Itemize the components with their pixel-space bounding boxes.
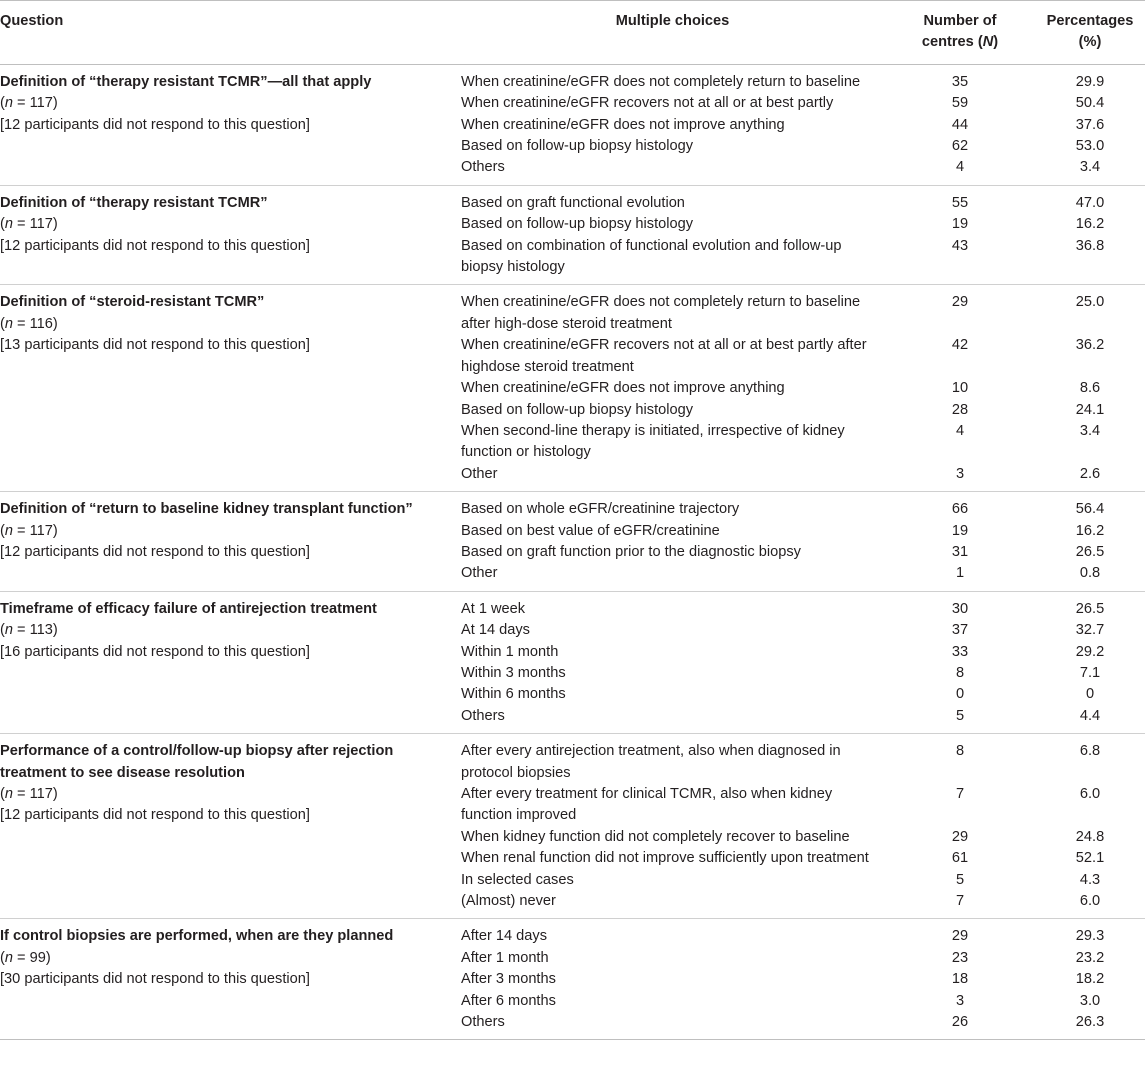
- percent-cell: [1035, 492, 1145, 592]
- sample-size-value: = 99): [13, 949, 51, 966]
- choice-percentage: 32.7: [1075, 622, 1105, 639]
- choice-count: 33: [951, 643, 969, 660]
- sample-size-symbol: n: [4, 315, 13, 332]
- choice-percentage: 16.2: [1075, 522, 1105, 539]
- choice-count: 4: [955, 159, 965, 176]
- choice-percentage: 37.6: [1075, 116, 1105, 133]
- question-sample-size: (n = 117): [0, 522, 58, 539]
- choice-text: Based on whole eGFR/creatinine trajectory: [461, 501, 740, 518]
- choice-count: 28: [951, 401, 969, 418]
- choice-count: 29: [951, 294, 969, 311]
- choice-count: 42: [951, 337, 969, 354]
- question-title: Definition of “therapy resistant TCMR”: [0, 194, 268, 211]
- choice-count: 5: [955, 871, 965, 888]
- choice-percentage: 7.1: [1079, 664, 1101, 681]
- choice-percentage: 24.1: [1075, 401, 1105, 418]
- number-cell: [885, 919, 1035, 1040]
- header-number-line2-post: ): [993, 34, 999, 51]
- choice-count: 7: [955, 893, 965, 910]
- choice-text: In selected cases: [461, 871, 574, 888]
- question-nonresponse-note: [12 participants did not respond to this question]: [0, 807, 310, 824]
- number-cell: [885, 64, 1035, 185]
- choice-count: 26: [951, 1014, 969, 1031]
- choice-text: (Almost) never: [461, 893, 556, 910]
- percent-cell: [1035, 591, 1145, 733]
- choice-percentage: 29.9: [1075, 73, 1105, 90]
- choice-text: After every antirejection treatment, also when diagnosed in protocol biopsies: [461, 743, 841, 781]
- choice-text: At 14 days: [461, 622, 530, 639]
- question-group: [0, 492, 1145, 592]
- choice-count: 29: [951, 828, 969, 845]
- choice-percentage: 47.0: [1075, 194, 1105, 211]
- choice-percentage: 3.4: [1079, 422, 1101, 439]
- choice-percentage: 8.6: [1079, 380, 1101, 397]
- choices-cell: [460, 185, 885, 285]
- question-title: Definition of “return to baseline kidney transplant function”: [0, 501, 413, 518]
- sample-size-value: = 117): [13, 522, 58, 539]
- choice-count: 8: [955, 664, 965, 681]
- sample-size-symbol: n: [4, 786, 13, 802]
- sample-size-symbol: n: [4, 522, 13, 539]
- choice-percentage: 25.0: [1075, 294, 1105, 311]
- question-sample-size: (n = 117): [0, 786, 58, 802]
- choice-text: When creatinine/eGFR does not completely return to baseline after high-dose steroid treatment: [461, 294, 861, 332]
- choice-text: After 6 months: [461, 992, 556, 1009]
- choice-percentage: 6.0: [1079, 893, 1101, 910]
- sample-size-value: = 113): [13, 622, 58, 639]
- question-title: Performance of a control/follow-up biopsy after rejection treatment to see disease resolution: [0, 743, 394, 781]
- question-nonresponse-note: [12 participants did not respond to this question]: [0, 116, 310, 133]
- question-group: [0, 64, 1145, 185]
- choice-text: Other: [461, 465, 498, 482]
- percent-cell: [1035, 734, 1145, 919]
- question-sample-size: (n = 117): [0, 95, 58, 112]
- choice-text: When creatinine/eGFR does not completely return to baseline: [461, 73, 861, 90]
- choice-count: 3: [955, 465, 965, 482]
- header-choices: Multiple choices: [460, 1, 885, 65]
- choice-percentage: 3.0: [1079, 992, 1101, 1009]
- choice-text: When renal function did not improve sufficiently upon treatment: [461, 850, 869, 867]
- choice-percentage: 29.2: [1075, 643, 1105, 660]
- choice-text: After 14 days: [461, 928, 547, 945]
- choice-count: 44: [951, 116, 969, 133]
- choice-text: Based on graft functional evolution: [461, 194, 685, 211]
- question-cell: [0, 919, 460, 1040]
- choice-count: 59: [951, 95, 969, 112]
- choice-text: Within 3 months: [461, 664, 566, 681]
- choice-text: After 1 month: [461, 949, 549, 966]
- choice-percentage: 23.2: [1075, 949, 1105, 966]
- question-cell: [0, 285, 460, 492]
- question-nonresponse-note: [13 participants did not respond to this question]: [0, 337, 310, 354]
- question-cell: [0, 734, 460, 919]
- choice-text: Based on best value of eGFR/creatinine: [461, 522, 720, 539]
- choice-text: After 3 months: [461, 971, 556, 988]
- choice-percentage: 29.3: [1075, 928, 1105, 945]
- header-number-line2-n: N: [982, 34, 994, 51]
- question-group: [0, 591, 1145, 733]
- question-sample-size: (n = 113): [0, 622, 58, 639]
- choice-text: When creatinine/eGFR recovers not at all or at best partly after highdose steroid treatment: [461, 337, 867, 375]
- choice-percentage: 52.1: [1075, 850, 1105, 867]
- sample-size-symbol: n: [4, 95, 13, 112]
- choices-cell: [460, 64, 885, 185]
- question-title: Timeframe of efficacy failure of antirejection treatment: [0, 600, 377, 617]
- question-title: If control biopsies are performed, when are they planned: [0, 928, 394, 945]
- choice-count: 18: [951, 971, 969, 988]
- choice-count: 62: [951, 138, 969, 155]
- choice-percentage: 6.0: [1079, 786, 1101, 802]
- choice-text: At 1 week: [461, 600, 526, 617]
- choice-text: When creatinine/eGFR does not improve anything: [461, 380, 785, 397]
- header-percent-line2: (%): [1078, 34, 1102, 51]
- question-nonresponse-note: [16 participants did not respond to this question]: [0, 643, 310, 660]
- number-cell: [885, 185, 1035, 285]
- choice-text: After every treatment for clinical TCMR, also when kidney function improved: [461, 786, 833, 824]
- table-body: [0, 64, 1145, 1040]
- number-cell: [885, 492, 1035, 592]
- question-nonresponse-note: [12 participants did not respond to this question]: [0, 543, 310, 560]
- choice-count: 29: [951, 928, 969, 945]
- choice-percentage: 2.6: [1079, 465, 1101, 482]
- header-number-line2-pre: centres (: [921, 34, 983, 51]
- choice-percentage: 36.8: [1075, 237, 1105, 254]
- choice-count: 31: [951, 543, 969, 560]
- choice-text: Others: [461, 159, 505, 176]
- choice-count: 5: [955, 707, 965, 724]
- sample-size-value: = 117): [13, 786, 58, 802]
- choice-count: 7: [955, 786, 965, 802]
- choice-count: 37: [951, 622, 969, 639]
- choice-text: Based on follow-up biopsy histology: [461, 216, 694, 233]
- header-percent-line1: Percentages: [1046, 13, 1134, 29]
- choice-percentage: 4.4: [1079, 707, 1101, 724]
- question-group: [0, 919, 1145, 1040]
- header-row: [0, 1, 1145, 65]
- choice-count: 10: [951, 380, 969, 397]
- choice-count: 19: [951, 522, 969, 539]
- choice-text: Based on follow-up biopsy histology: [461, 401, 694, 418]
- question-cell: [0, 185, 460, 285]
- choice-percentage: 26.3: [1075, 1014, 1105, 1031]
- choice-percentage: 18.2: [1075, 971, 1105, 988]
- header-number: [885, 1, 1035, 65]
- choice-count: 35: [951, 73, 969, 90]
- sample-size-symbol: n: [4, 949, 13, 966]
- choice-percentage: 53.0: [1075, 138, 1105, 155]
- choice-count: 55: [951, 194, 969, 211]
- choice-text: Based on follow-up biopsy histology: [461, 138, 694, 155]
- choice-count: 30: [951, 600, 969, 617]
- sample-size-value: = 117): [13, 95, 58, 112]
- header-percent: [1035, 1, 1145, 65]
- sample-size-symbol: n: [4, 216, 13, 233]
- choice-percentage: 26.5: [1075, 543, 1105, 560]
- choice-percentage: 26.5: [1075, 600, 1105, 617]
- choice-text: Others: [461, 707, 505, 724]
- sample-size-value: = 117): [13, 216, 58, 233]
- choices-cell: [460, 919, 885, 1040]
- header-question: Question: [0, 1, 460, 65]
- choice-text: When creatinine/eGFR recovers not at all or at best partly: [461, 95, 834, 112]
- question-group: [0, 185, 1145, 285]
- choices-cell: [460, 492, 885, 592]
- choice-percentage: 56.4: [1075, 501, 1105, 518]
- choice-text: Based on graft function prior to the diagnostic biopsy: [461, 543, 801, 560]
- choice-percentage: 6.8: [1079, 743, 1101, 760]
- number-cell: [885, 734, 1035, 919]
- choice-percentage: 16.2: [1075, 216, 1105, 233]
- percent-cell: [1035, 919, 1145, 1040]
- percent-cell: [1035, 285, 1145, 492]
- question-nonresponse-note: [12 participants did not respond to this question]: [0, 237, 310, 254]
- choice-count: 4: [955, 422, 965, 439]
- choice-percentage: 50.4: [1075, 95, 1105, 112]
- choice-text: Based on combination of functional evolution and follow-up biopsy histology: [461, 237, 842, 276]
- choice-count: 8: [955, 743, 965, 760]
- choice-text: When second-line therapy is initiated, irrespective of kidney function or histology: [461, 422, 845, 461]
- question-group: [0, 734, 1145, 919]
- choice-count: 3: [955, 992, 965, 1009]
- choice-count: 61: [951, 850, 969, 867]
- question-title: Definition of “therapy resistant TCMR”—all that apply: [0, 73, 372, 90]
- choice-text: When kidney function did not completely recover to baseline: [461, 828, 850, 845]
- question-nonresponse-note: [30 participants did not respond to this question]: [0, 971, 310, 988]
- choice-percentage: 0: [1085, 686, 1095, 703]
- choice-text: Other: [461, 565, 498, 582]
- choice-count: 1: [955, 565, 965, 582]
- choice-percentage: 0.8: [1079, 565, 1101, 582]
- sample-size-symbol: n: [4, 622, 13, 639]
- choices-cell: [460, 591, 885, 733]
- choice-percentage: 24.8: [1075, 828, 1105, 845]
- choice-text: When creatinine/eGFR does not improve anything: [461, 116, 785, 133]
- choices-cell: [460, 734, 885, 919]
- question-cell: [0, 492, 460, 592]
- choice-text: Within 6 months: [461, 686, 566, 703]
- choice-count: 0: [955, 686, 965, 703]
- choice-percentage: 4.3: [1079, 871, 1101, 888]
- question-title: Definition of “steroid-resistant TCMR”: [0, 294, 265, 311]
- question-sample-size: (n = 117): [0, 216, 58, 233]
- percent-cell: [1035, 64, 1145, 185]
- question-cell: [0, 591, 460, 733]
- sample-size-value: = 116): [13, 315, 58, 332]
- question-sample-size: (n = 116): [0, 315, 58, 332]
- choice-percentage: 36.2: [1075, 337, 1105, 354]
- choice-count: 23: [951, 949, 969, 966]
- percent-cell: [1035, 185, 1145, 285]
- choice-count: 66: [951, 501, 969, 518]
- choice-text: Others: [461, 1014, 505, 1031]
- header-number-line1: Number of: [923, 13, 997, 29]
- choice-count: 19: [951, 216, 969, 233]
- question-group: [0, 285, 1145, 492]
- choices-cell: [460, 285, 885, 492]
- question-cell: [0, 64, 460, 185]
- choice-count: 43: [951, 237, 969, 254]
- question-sample-size: (n = 99): [0, 949, 51, 966]
- number-cell: [885, 591, 1035, 733]
- choice-percentage: 3.4: [1079, 159, 1101, 176]
- choice-text: Within 1 month: [461, 643, 559, 660]
- number-cell: [885, 285, 1035, 492]
